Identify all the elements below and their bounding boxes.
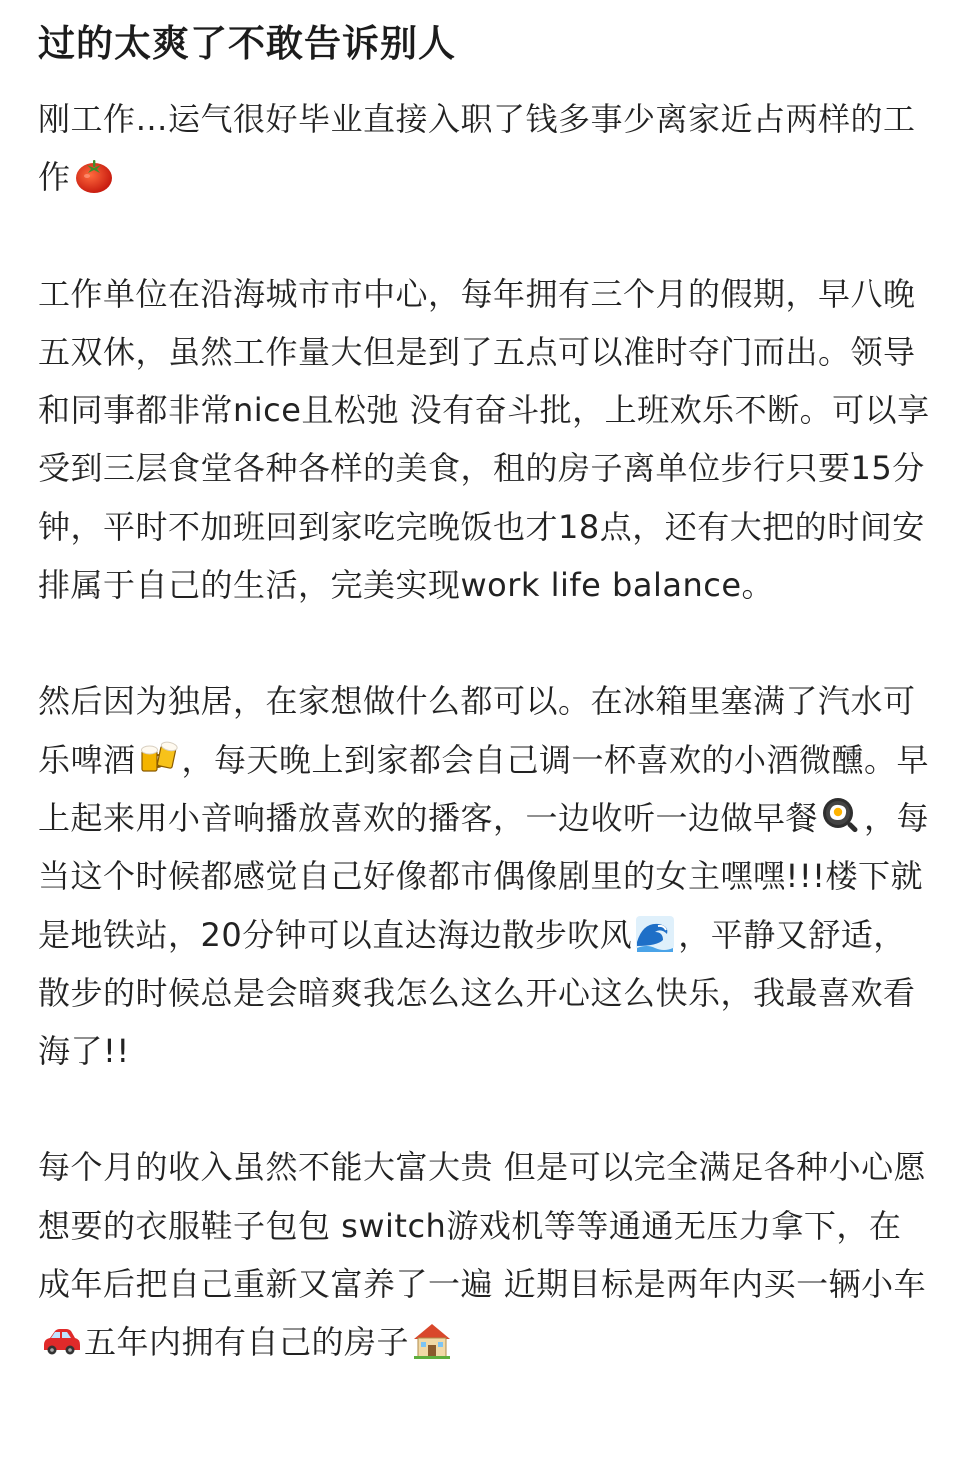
wave-icon xyxy=(634,912,676,954)
paragraph-3-text-2: ，每天晚上到家都会自己调一杯喜欢的小酒微醺。早上起来用小音响播放喜欢的播客，一边收听一边做早餐 xyxy=(38,740,930,837)
paragraph-1 xyxy=(38,90,930,207)
paragraph-1-text: 刚工作…运气很好毕业直接入职了钱多事少离家近占两样的工作 xyxy=(38,100,916,197)
paragraph-3-text-1: 然后因为独居，在家想做什么都可以。在冰箱里塞满了汽水可乐啤酒 xyxy=(38,682,916,779)
paragraph-spacer xyxy=(38,614,930,672)
car-icon xyxy=(40,1319,82,1361)
paragraph-spacer xyxy=(38,1080,930,1138)
paragraph-3-text-4: ，平静又舒适，散步的时候总是会暗爽我怎么这么开心这么快乐，我最喜欢看海了!! xyxy=(38,915,916,1071)
post-title: 过的太爽了不敢告诉别人 xyxy=(38,22,456,65)
beer-mugs-icon xyxy=(138,737,180,779)
paragraph-spacer xyxy=(38,207,930,265)
paragraph-4-text-1: 每个月的收入虽然不能大富大贵 但是可以完全满足各种小心愿 想要的衣服鞋子包包 switch游戏机等等通通无压力拿下，在成年后把自己重新又富养了一遍 近期目标是两年内买一辆小车 xyxy=(38,1148,927,1304)
post-content xyxy=(38,18,930,1372)
house-icon xyxy=(411,1319,453,1361)
tomato-icon xyxy=(73,154,115,196)
paragraph-3 xyxy=(38,672,930,1080)
frying-pan-egg-icon xyxy=(820,795,862,837)
paragraph-2: 工作单位在沿海城市市中心，每年拥有三个月的假期，早八晚五双休，虽然工作量大但是到了五点可以准时夺门而出。领导和同事都非常nice且松弛 没有奋斗批，上班欢乐不断。可以享受到三层食堂各种各样的美食，租的房子离单位步行只要15分钟，平时不加班回到家吃完晚饭也才18点，还有大把的时间安排属于自己的生活，完美实现work life balance。 xyxy=(38,274,930,605)
paragraph-3-text-3: ，每当这个时候都感觉自己好像都市偶像剧里的女主嘿嘿!!!楼下就是地铁站，20分钟可以直达海边散步吹风 xyxy=(38,798,930,954)
paragraph-4-text-2: 五年内拥有自己的房子 xyxy=(84,1323,410,1362)
paragraph-4 xyxy=(38,1138,930,1371)
